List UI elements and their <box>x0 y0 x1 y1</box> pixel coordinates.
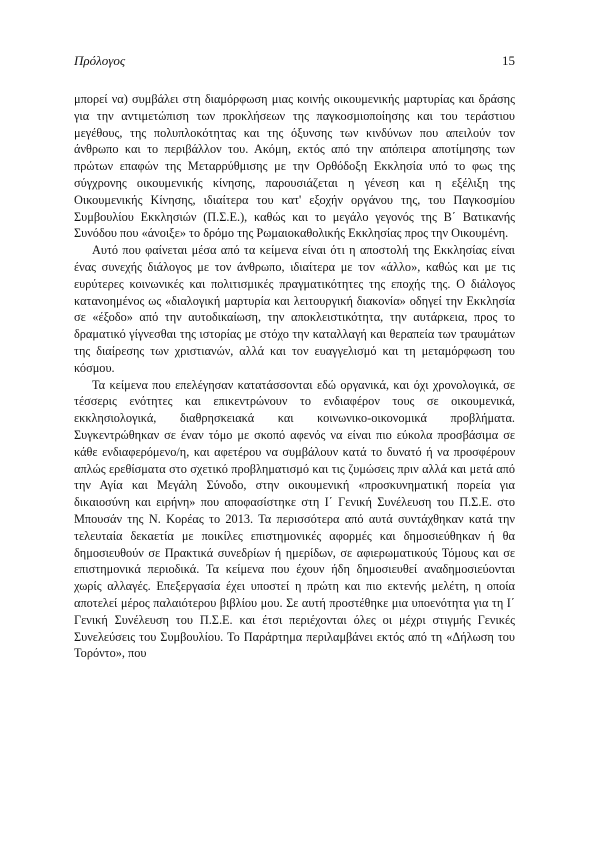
paragraph-continuation: μπορεί να) συμβάλει στη διαμόρφωση μιας κοινής οικουμενικής μαρτυρίας και δράσης για την αντιμετώπιση των προκλήσεων της παγκοσμιοποίησης και του τεράστιου μεγέθους, της πολυπλοκότητας και της όξυνσης των κινδύνων που απειλούν τον άνθρωπο και το περιβάλλον του. Ακόμη, εκτός από την απόπειρα αποτίμησης των πρώτων επαφών της Μεταρρύθμισης με την Ορθόδοξη Εκκλησία υπό το φως της σύγχρονης οικουμενικής κίνησης, παρουσιάζεται η γένεση και η εξέλιξη της Οικουμενικής Κίνησης, ιδιαίτερα του κατ' εξοχήν οργάνου της, του Παγκοσμίου Συμβουλίου Εκκλησιών (Π.Σ.Ε.), καθώς και το μεγάλο γεγονός της Β΄ Βατικανής Συνόδου που «άνοιξε» το δρόμο της Ρωμαιοκαθολικής Εκκλησίας προς την Οικουμένη. <box>74 92 515 241</box>
paragraph-selection: Τα κείμενα που επελέγησαν κατατάσσονται εδώ οργανικά, και όχι χρονολογικά, σε τέσσερις ενότητες και επικεντρώνουν το ενδιαφέρον τους σε οικουμενικά, εκκλησιολογικά, διαθρησκειακά και κοινωνικο-οικονομικά προβλήματα. Συγκεντρώθηκαν σε έναν τόμο με σκοπό αφενός να είναι πιο εύκολα προσβάσιμα σε κάθε ενδιαφερόμενο/η, και αφετέρου να συμβάλουν κατά το δυνατό ή να προσφέρουν απλώς ερεθίσματα στο σχετικό προβληματισμό και τις ζυμώσεις πριν αλλά και μετά από την Αγία και Μεγάλη Σύνοδο, στην οικουμενική «προσκυνηματική πορεία για δικαιοσύνη και ειρήνη» που αποφασίστηκε στη Ι΄ Γενική Συνέλευση του Π.Σ.Ε. στο Μπουσάν της Ν. Κορέας το 2013. Τα περισσότερα από αυτά συντάχθηκαν κατά την τελευταία δεκαετία με ποικίλες επιστημονικές αφορμές και δημοσιεύθηκαν ή θα δημοσιευθούν σε Πρακτικά συνεδρίων ή ημερίδων, σε αφιερωματικούς Τόμους και σε επιστημονικά περιοδικά. Τα κείμενα που έχουν ήδη δημοσιευθεί αναδημοσιεύονται χωρίς αλλαγές. Επεξεργασία έχει υποστεί η πρώτη και πιο εκτενής μελέτη, η οποία αποτελεί μέρος παλαιότερου βιβλίου μου. Σε αυτή προστέθηκε μια υποενότητα για τη Ι΄ Γενική Συνέλευση του Π.Σ.Ε. και έτσι περιέχονται όλες οι μέχρι στιγμής Γενικές Συνελεύσεις του Συμβουλίου. Το Παράρτημα περιλαμβάνει εκτός από τη «Δήλωση του Τορόντο», που <box>74 377 515 661</box>
paragraph-dialogue: Αυτό που φαίνεται μέσα από τα κείμενα είναι ότι η αποστολή της Εκκλησίας είναι ένας συνεχής διάλογος με τον άνθρωπο, ιδιαίτερα με τον «άλλο», καθώς και με τις ευρύτερες κοινωνικές και πολιτισμικές πραγματικότητες της εποχής της. Ο διάλογος κατανοημένος ως «διαλογική μαρτυρία και λειτουργική διακονία» οδηγεί την Εκκλησία σε «έξοδο» από την αυτοδικαίωση, την αποκλειστικότητα, την αυτάρκεια, προς το δραματικό γίγνεσθαι της ιστορίας με στόχο την καταλλαγή και θεραπεία των τραυμάτων της διαίρεσης των χριστιανών, αλλά και τον ευαγγελισμό και τη μεταμόρφωση του κόσμου. <box>74 243 515 375</box>
running-header <box>74 51 515 71</box>
page-number: 15 <box>502 53 515 68</box>
running-title: Πρόλογος <box>74 53 126 68</box>
body-text <box>74 91 515 662</box>
